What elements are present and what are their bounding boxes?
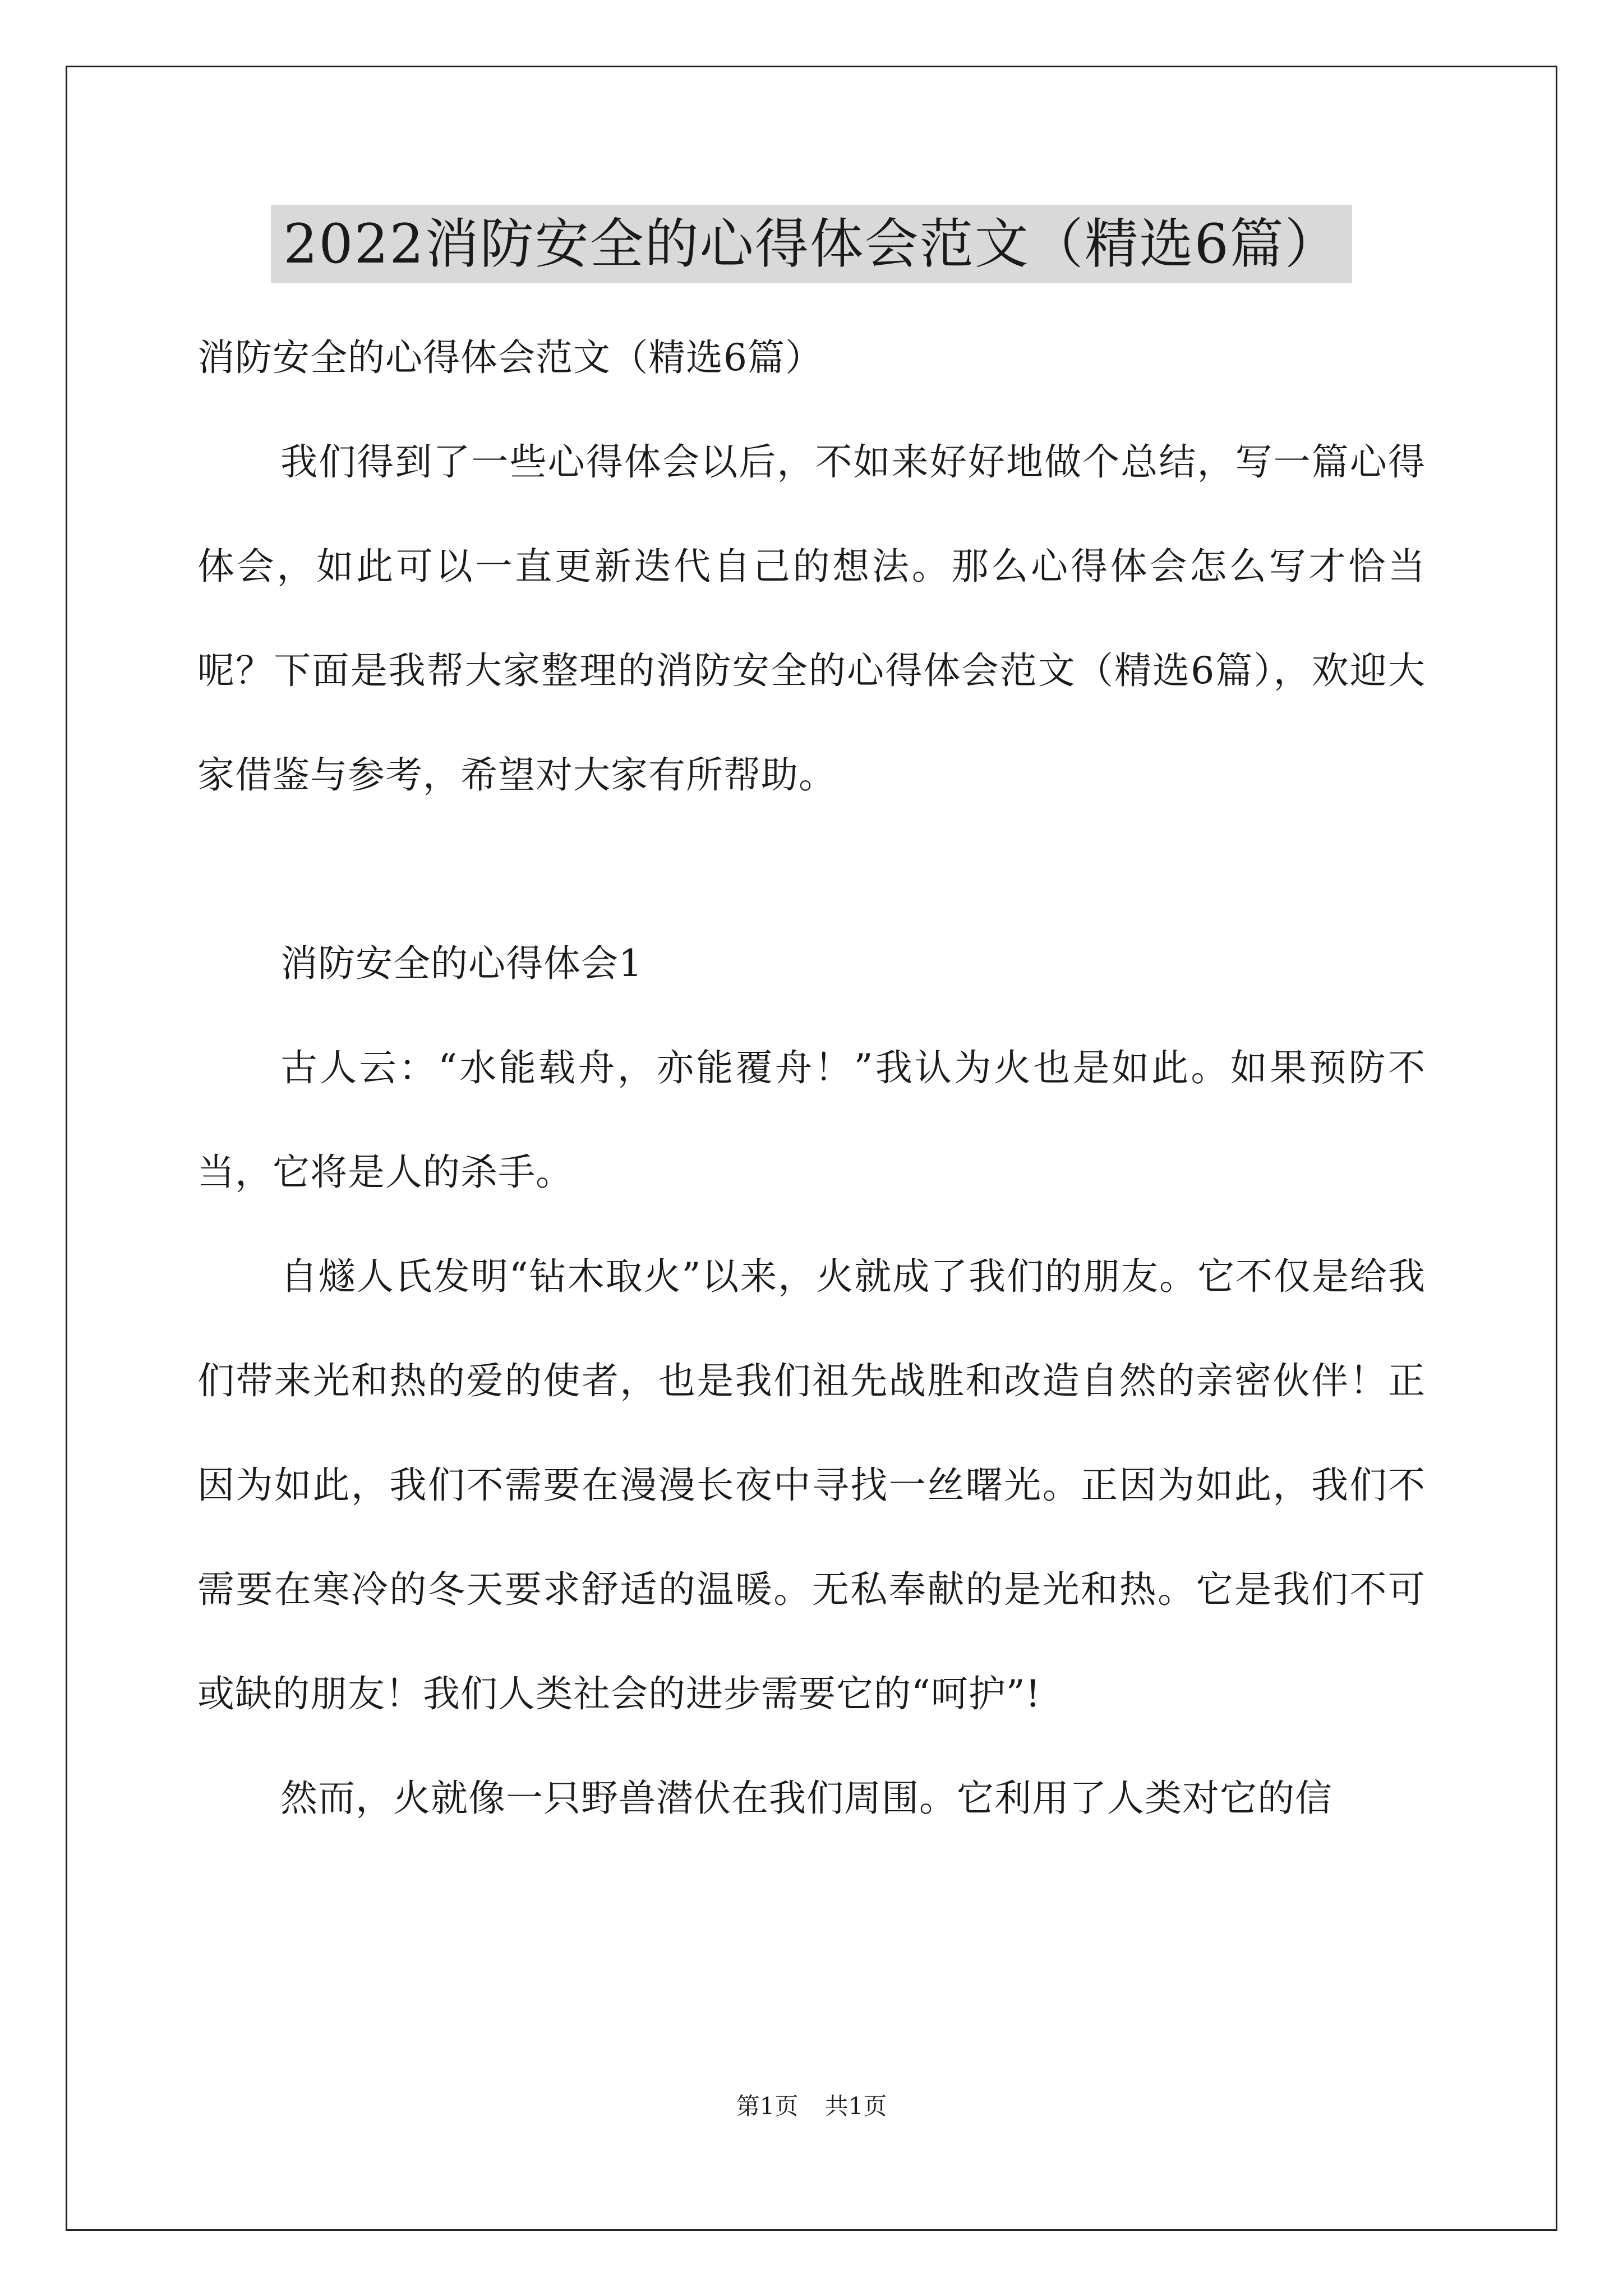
document-title: 2022消防安全的心得体会范文（精选6篇） [271,205,1352,283]
document-subtitle: 消防安全的心得体会范文（精选6篇） [197,336,823,379]
page-footer: 第1页 共1页 [736,2092,887,2120]
document-body [197,306,1426,1851]
title-container [0,205,1623,283]
intro-paragraph: 我们得到了一些心得体会以后，不如来好好地做个总结，写一篇心得体会，如此可以一直更新迭代自己的想法。那么心得体会怎么写才恰当呢？下面是我帮大家整理的消防安全的心得体会范文（精选6篇），欢迎大家借鉴与参考，希望对大家有所帮助。 [197,440,1426,797]
body-paragraph-1: 古人云：“水能载舟，亦能覆舟！”我认为火也是如此。如果预防不当，它将是人的杀手。 [197,1046,1426,1194]
body-paragraph-3: 然而，火就像一只野兽潜伏在我们周围。它利用了人类对它的信 [280,1777,1332,1820]
section-heading: 消防安全的心得体会1 [280,942,643,985]
body-paragraph-2: 自燧人氏发明“钻木取火”以来，火就成了我们的朋友。它不仅是给我们带来光和热的爱的使者，也是我们祖先战胜和改造自然的亲密伙伴！正因为如此，我们不需要在漫漫长夜中寻找一丝曙光。正因为如此，我们不需要在寒冷的冬天要求舒适的温暖。无私奉献的是光和热。它是我们不可或缺的朋友！我们人类社会的进步需要它的“呵护”! [197,1255,1426,1715]
